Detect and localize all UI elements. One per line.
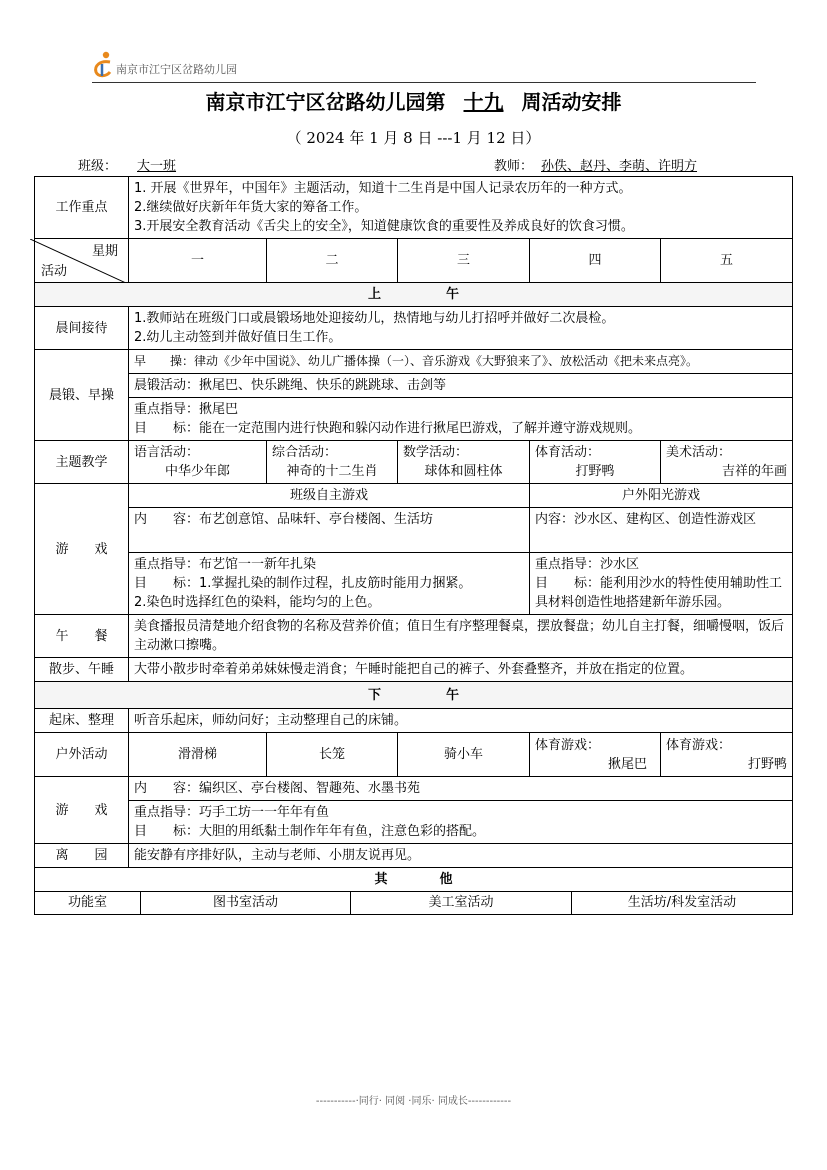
- exercise-label: 晨锻、早操: [35, 350, 129, 441]
- work-focus-content: [129, 177, 793, 239]
- reception-row: [35, 307, 793, 350]
- footer-slogan: -----------·同行· 同阅 ·同乐· 同成长------------: [315, 1096, 512, 1107]
- pm-games-goal: 目 标：大胆的用纸黏土制作年年有鱼，注意色彩的搭配。: [134, 824, 486, 839]
- exercise-guidance: 重点指导：揪尾巴: [134, 402, 239, 417]
- work-focus-item: 2.继续做好庆新年年货大家的筹备工作。: [134, 200, 368, 215]
- teacher-label: 教师：: [494, 159, 534, 174]
- weekday-mon: 一: [129, 239, 267, 283]
- reception-content: [129, 307, 793, 350]
- nap-label: 散步、午睡: [35, 658, 129, 682]
- work-focus-item: 1. 开展《世界年，中国年》主题活动，知道十二生肖是中国人记录农历年的一种方式。: [134, 181, 632, 196]
- lunch-label: 午 餐: [35, 615, 129, 658]
- theme-type: 综合活动：: [272, 445, 338, 460]
- exercise-guidance-cell: [129, 398, 793, 441]
- outdoor-games-goal: 目 标：能利用沙水的特性使用辅助性工具材料创造性地搭建新年游乐园。: [535, 576, 783, 610]
- theme-name: 打野鸭: [575, 464, 615, 479]
- nap-row: [35, 658, 793, 682]
- exercise-goal: 目 标：能在一定范围内进行快跑和躲闪动作进行揪尾巴游戏，了解并遵守游戏规则。: [134, 421, 642, 436]
- art-room-activity: 美工室活动: [351, 892, 572, 915]
- pm-games-guidance-cell: [129, 801, 793, 844]
- teacher-info: [494, 155, 705, 174]
- outdoor-cell-wed: 骑小车: [398, 733, 530, 777]
- work-focus-item: 3.开展安全教育活动《舌尖上的安全》，知道健康饮食的重要性及养成良好的饮食习惯。: [134, 219, 634, 234]
- schedule-table: [34, 176, 793, 892]
- logo-text: 南京市江宁区岔路幼儿园: [116, 63, 237, 76]
- logo: [92, 48, 237, 78]
- corner-activity-label: 活动: [41, 263, 68, 279]
- theme-type: 美术活动：: [666, 445, 732, 460]
- work-focus-label: 工作重点: [35, 177, 129, 239]
- leave-label: 离 园: [35, 844, 129, 868]
- life-science-activity: 生活坊/科发室活动: [572, 892, 793, 915]
- outdoor-games-title: 户外阳光游戏: [530, 484, 793, 508]
- header-divider: [92, 82, 756, 83]
- class-games-title: 班级自主游戏: [129, 484, 530, 508]
- class-games-guidance-cell: [129, 553, 530, 615]
- class-games-content: 内 容：布艺创意馆、品味轩、亭台楼阁、生活坊: [129, 508, 530, 553]
- morning-exercise-text: 早 操：律动《少年中国说》、幼儿广播体操（一）、音乐游戏《大野狼来了》、放松活动《把未来点亮》。: [129, 350, 793, 374]
- other-section-label: 其 他: [35, 868, 793, 892]
- games-label: 游 戏: [35, 484, 129, 615]
- theme-type: 数学活动：: [403, 445, 469, 460]
- library-activity: 图书室活动: [141, 892, 351, 915]
- pm-games-label: 游 戏: [35, 777, 129, 844]
- function-room-row: [35, 892, 793, 915]
- date-range: （ 2024 年 1 月 8 日 ---1 月 12 日）: [286, 129, 541, 147]
- class-value: 大一班: [137, 159, 177, 174]
- morning-activities-text: 晨锻活动：揪尾巴、快乐跳绳、快乐的跳跳球、击剑等: [129, 374, 793, 398]
- afternoon-section-row: [35, 682, 793, 709]
- outdoor-label: 户外活动: [35, 733, 129, 777]
- pm-games-row-1: [35, 777, 793, 801]
- lunch-text: 美食播报员清楚地介绍食物的名称及营养价值；值日生有序整理餐桌，摆放餐盘；幼儿自主打餐，细嚼慢咽，饭后主动漱口擦嘴。: [129, 615, 793, 658]
- theme-cell-thu: [530, 441, 661, 484]
- outdoor-games-guidance-cell: [530, 553, 793, 615]
- outdoor-cell-thu: [530, 733, 661, 777]
- week-number: 十九: [463, 90, 504, 114]
- morning-section-row: [35, 283, 793, 307]
- leave-text: 能安静有序排好队，主动与老师、小朋友说再见。: [129, 844, 793, 868]
- wakeup-text: 听音乐起床，师幼问好；主动整理自己的床铺。: [129, 709, 793, 733]
- theme-name: 球体和圆柱体: [424, 464, 503, 479]
- outdoor-games-guidance: 重点指导：沙水区: [535, 557, 640, 572]
- theme-name: 神奇的十二生肖: [286, 464, 378, 479]
- theme-label: 主题教学: [35, 441, 129, 484]
- nap-text: 大带小散步时牵着弟弟妹妹慢走消食；午睡时能把自己的裤子、外套叠整齐，并放在指定的位置。: [129, 658, 793, 682]
- theme-name: 吉祥的年画: [722, 464, 788, 479]
- wakeup-row: [35, 709, 793, 733]
- outdoor-cell-fri: [661, 733, 793, 777]
- games-content-row: [35, 508, 793, 553]
- other-section-row: [35, 868, 793, 892]
- weekday-header-row: [35, 239, 793, 283]
- theme-cell-tue: [267, 441, 398, 484]
- leave-row: [35, 844, 793, 868]
- exercise-row-2: [35, 374, 793, 398]
- class-games-goal-2: 2.染色时选择红色的染料，能均匀的上色。: [134, 595, 381, 610]
- outdoor-type: 体育游戏：: [535, 737, 601, 753]
- pm-games-guidance: 重点指导：巧手工坊一一年年有鱼: [134, 805, 330, 820]
- theme-cell-wed: [398, 441, 530, 484]
- title-prefix: 南京市江宁区岔路幼儿园第: [205, 90, 446, 114]
- function-room-table: [34, 891, 793, 915]
- class-games-goal-1: 目 标：1.掌握扎染的制作过程，扎皮筋时能用力捆紧。: [134, 576, 472, 591]
- theme-cell-fri: [661, 441, 793, 484]
- weekday-thu: 四: [530, 239, 661, 283]
- diagonal-header: [35, 241, 128, 281]
- theme-name: 中华少年郎: [164, 464, 230, 479]
- outdoor-name: 打野鸭: [748, 756, 788, 772]
- morning-section-label: 上 午: [35, 283, 793, 307]
- pm-games-content: 内 容：编织区、亭台楼阁、智趣苑、水墨书苑: [129, 777, 793, 801]
- outdoor-cell-mon: 滑滑梯: [129, 733, 267, 777]
- page-title: [0, 86, 827, 115]
- theme-type: 体育活动：: [535, 445, 601, 460]
- outdoor-type: 体育游戏：: [666, 737, 732, 753]
- lunch-row: [35, 615, 793, 658]
- weekday-wed: 三: [398, 239, 530, 283]
- corner-cell: [35, 239, 129, 283]
- outdoor-cell-tue: 长笼: [267, 733, 398, 777]
- reception-item: 2.幼儿主动签到并做好值日生工作。: [134, 330, 342, 345]
- class-label: 班级：: [78, 159, 118, 174]
- outdoor-games-content: 内容：沙水区、建构区、创造性游戏区: [530, 508, 793, 553]
- wakeup-label: 起床、整理: [35, 709, 129, 733]
- outdoor-name: 揪尾巴: [607, 756, 647, 772]
- corner-weekday-label: 星期: [91, 243, 118, 259]
- outdoor-row: [35, 733, 793, 777]
- class-info: [78, 155, 206, 174]
- weekday-tue: 二: [267, 239, 398, 283]
- title-suffix: 周活动安排: [521, 90, 622, 114]
- theme-type: 语言活动：: [134, 445, 200, 460]
- function-room-label: 功能室: [35, 892, 141, 915]
- work-focus-row: [35, 177, 793, 239]
- theme-cell-mon: [129, 441, 267, 484]
- reception-label: 晨间接待: [35, 307, 129, 350]
- weekday-fri: 五: [661, 239, 793, 283]
- games-guidance-row: [35, 553, 793, 615]
- afternoon-section-label: 下 午: [35, 682, 793, 709]
- teacher-value: 孙佚、赵丹、李萌、许明方: [541, 159, 698, 174]
- pm-games-row-2: [35, 801, 793, 844]
- kindergarten-logo-icon: [92, 50, 114, 78]
- class-games-guidance: 重点指导：布艺馆一一新年扎染: [134, 557, 317, 572]
- games-title-row: [35, 484, 793, 508]
- theme-row: [35, 441, 793, 484]
- exercise-row-1: [35, 350, 793, 374]
- exercise-row-3: [35, 398, 793, 441]
- reception-item: 1.教师站在班级门口或晨锻场地处迎接幼儿，热情地与幼儿打招呼并做好二次晨检。: [134, 311, 615, 326]
